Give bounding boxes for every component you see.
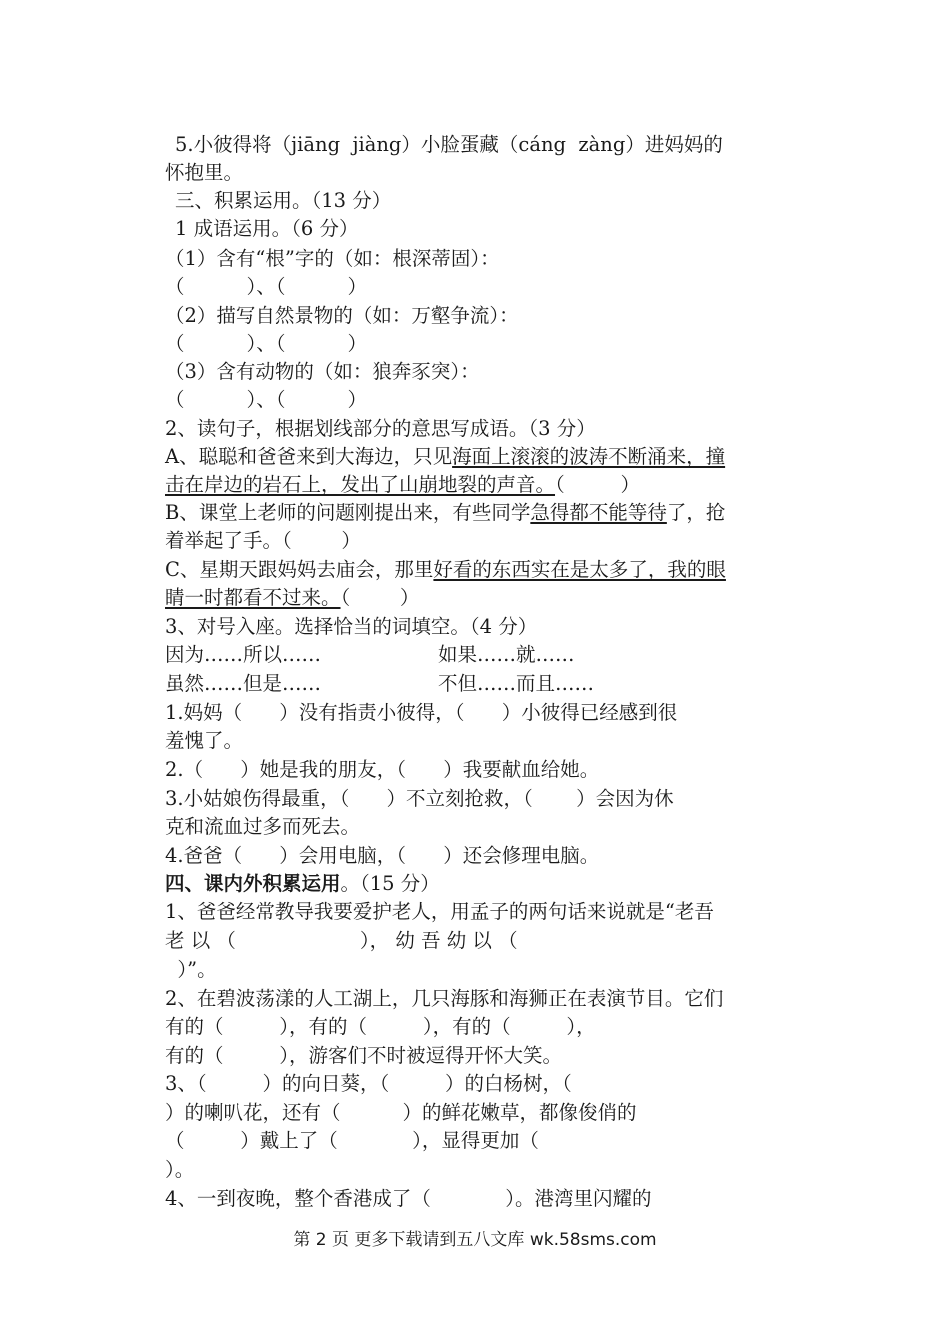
page-footer: 第 2 页 更多下载请到五八文库 wk.58sms.com xyxy=(293,1230,657,1250)
s4-q2-line-2: 有的（ ），有的（ ），有的（ ）， xyxy=(165,1015,596,1038)
q3-sentence-1-line-1: 1.妈妈（ ）没有指责小彼得，（ ）小彼得已经感到很 xyxy=(165,701,678,724)
item-5-line-1: 5.小彼得将（jiāng jiàng）小脸蛋藏（cáng zàng）进妈妈的 xyxy=(175,133,723,156)
underlined-phrase: 海面上滚滚的波涛不断涌来，撞 xyxy=(452,445,726,468)
q2-c-line-1: C、星期天跟妈妈去庙会，那里好看的东西实在是太多了，我的眼 xyxy=(165,558,726,581)
q3-sentence-3-line-1: 3.小姑娘伤得最重，（ ）不立刻抢救，（ ）会因为休 xyxy=(165,787,674,810)
q3-sentence-1-line-2: 羞愧了。 xyxy=(165,729,244,752)
q2-c-line-2: 睛一时都看不过来。（ ） xyxy=(165,586,420,609)
underlined-phrase: 击在岸边的岩石上，发出了山崩地裂的声音。 xyxy=(165,473,556,496)
s4-q3-line-2: ）的喇叭花，还有（ ）的鲜花嫩草，都像俊俏的 xyxy=(165,1101,637,1124)
q3-option-2: 如果……就…… xyxy=(438,643,575,666)
q3-option-4: 不但……而且…… xyxy=(438,672,595,695)
q1-b-prompt: （2）描写自然景物的（如：万壑争流）： xyxy=(165,304,519,327)
s4-q1-line-1: 1、爸爸经常教导我要爱护老人，用孟子的两句话来说就是“老吾 xyxy=(165,900,714,923)
q2-title: 2、读句子，根据划线部分的意思写成语。（3 分） xyxy=(165,417,596,440)
s4-q1-line-2: 老 以 （ ）， 幼 吾 幼 以 （ xyxy=(165,929,518,952)
s4-q1-line-3: ）”。 xyxy=(165,958,217,981)
q3-title: 3、对号入座。选择恰当的词填空。（4 分） xyxy=(165,615,538,638)
s4-q3-line-4: ）。 xyxy=(165,1158,195,1181)
q2-a-line-2: 击在岸边的岩石上，发出了山崩地裂的声音。（ ） xyxy=(165,473,641,496)
section-4-title: 四、课内外积累运用。（15 分） xyxy=(165,872,440,895)
underlined-phrase: 睛一时都看不过来。 xyxy=(165,586,341,609)
q2-b-line-2: 着举起了手。（ ） xyxy=(165,529,361,552)
q3-sentence-2: 2.（ ）她是我的朋友，（ ）我要献血给她。 xyxy=(165,758,600,781)
underlined-phrase: 好看的东西实在是太多了，我的眼 xyxy=(433,558,726,581)
s4-q4-line-1: 4、一到夜晚，整个香港成了（ ）。港湾里闪耀的 xyxy=(165,1187,652,1210)
item-5-line-2: 怀抱里。 xyxy=(165,161,244,184)
s4-q3-line-3: （ ）戴上了（ ），显得更加（ xyxy=(165,1129,539,1152)
q1-c-prompt: （3）含有动物的（如：狼奔豕突）： xyxy=(165,360,480,383)
q2-b-line-1: B、课堂上老师的问题刚提出来，有些同学急得都不能等待了，抢 xyxy=(165,501,726,524)
q3-sentence-4: 4.爸爸（ ）会用电脑，（ ）还会修理电脑。 xyxy=(165,844,600,867)
q1-c-blanks: （ ）、（ ） xyxy=(165,388,367,411)
q3-option-1: 因为……所以…… xyxy=(165,643,322,666)
s4-q2-line-1: 2、在碧波荡漾的人工湖上，几只海豚和海狮正在表演节目。它们 xyxy=(165,987,724,1010)
q1-b-blanks: （ ）、（ ） xyxy=(165,332,367,355)
underlined-phrase: 急得都不能等待 xyxy=(530,501,667,524)
q3-option-3: 虽然……但是…… xyxy=(165,672,322,695)
q1-a-prompt: （1）含有“根”字的（如：根深蒂固）： xyxy=(165,247,500,270)
s4-q2-line-3: 有的（ ），游客们不时被逗得开怀大笑。 xyxy=(165,1044,563,1067)
q3-sentence-3-line-2: 克和流血过多而死去。 xyxy=(165,815,361,838)
q2-a-line-1: A、聪聪和爸爸来到大海边，只见海面上滚滚的波涛不断涌来，撞 xyxy=(165,445,726,468)
section-3-title: 三、积累运用。（13 分） xyxy=(175,189,392,212)
q1-title: 1 成语运用。（6 分） xyxy=(175,217,359,240)
q1-a-blanks: （ ）、（ ） xyxy=(165,275,367,298)
s4-q3-line-1: 3、（ ）的向日葵，（ ）的白杨树，（ xyxy=(165,1072,572,1095)
